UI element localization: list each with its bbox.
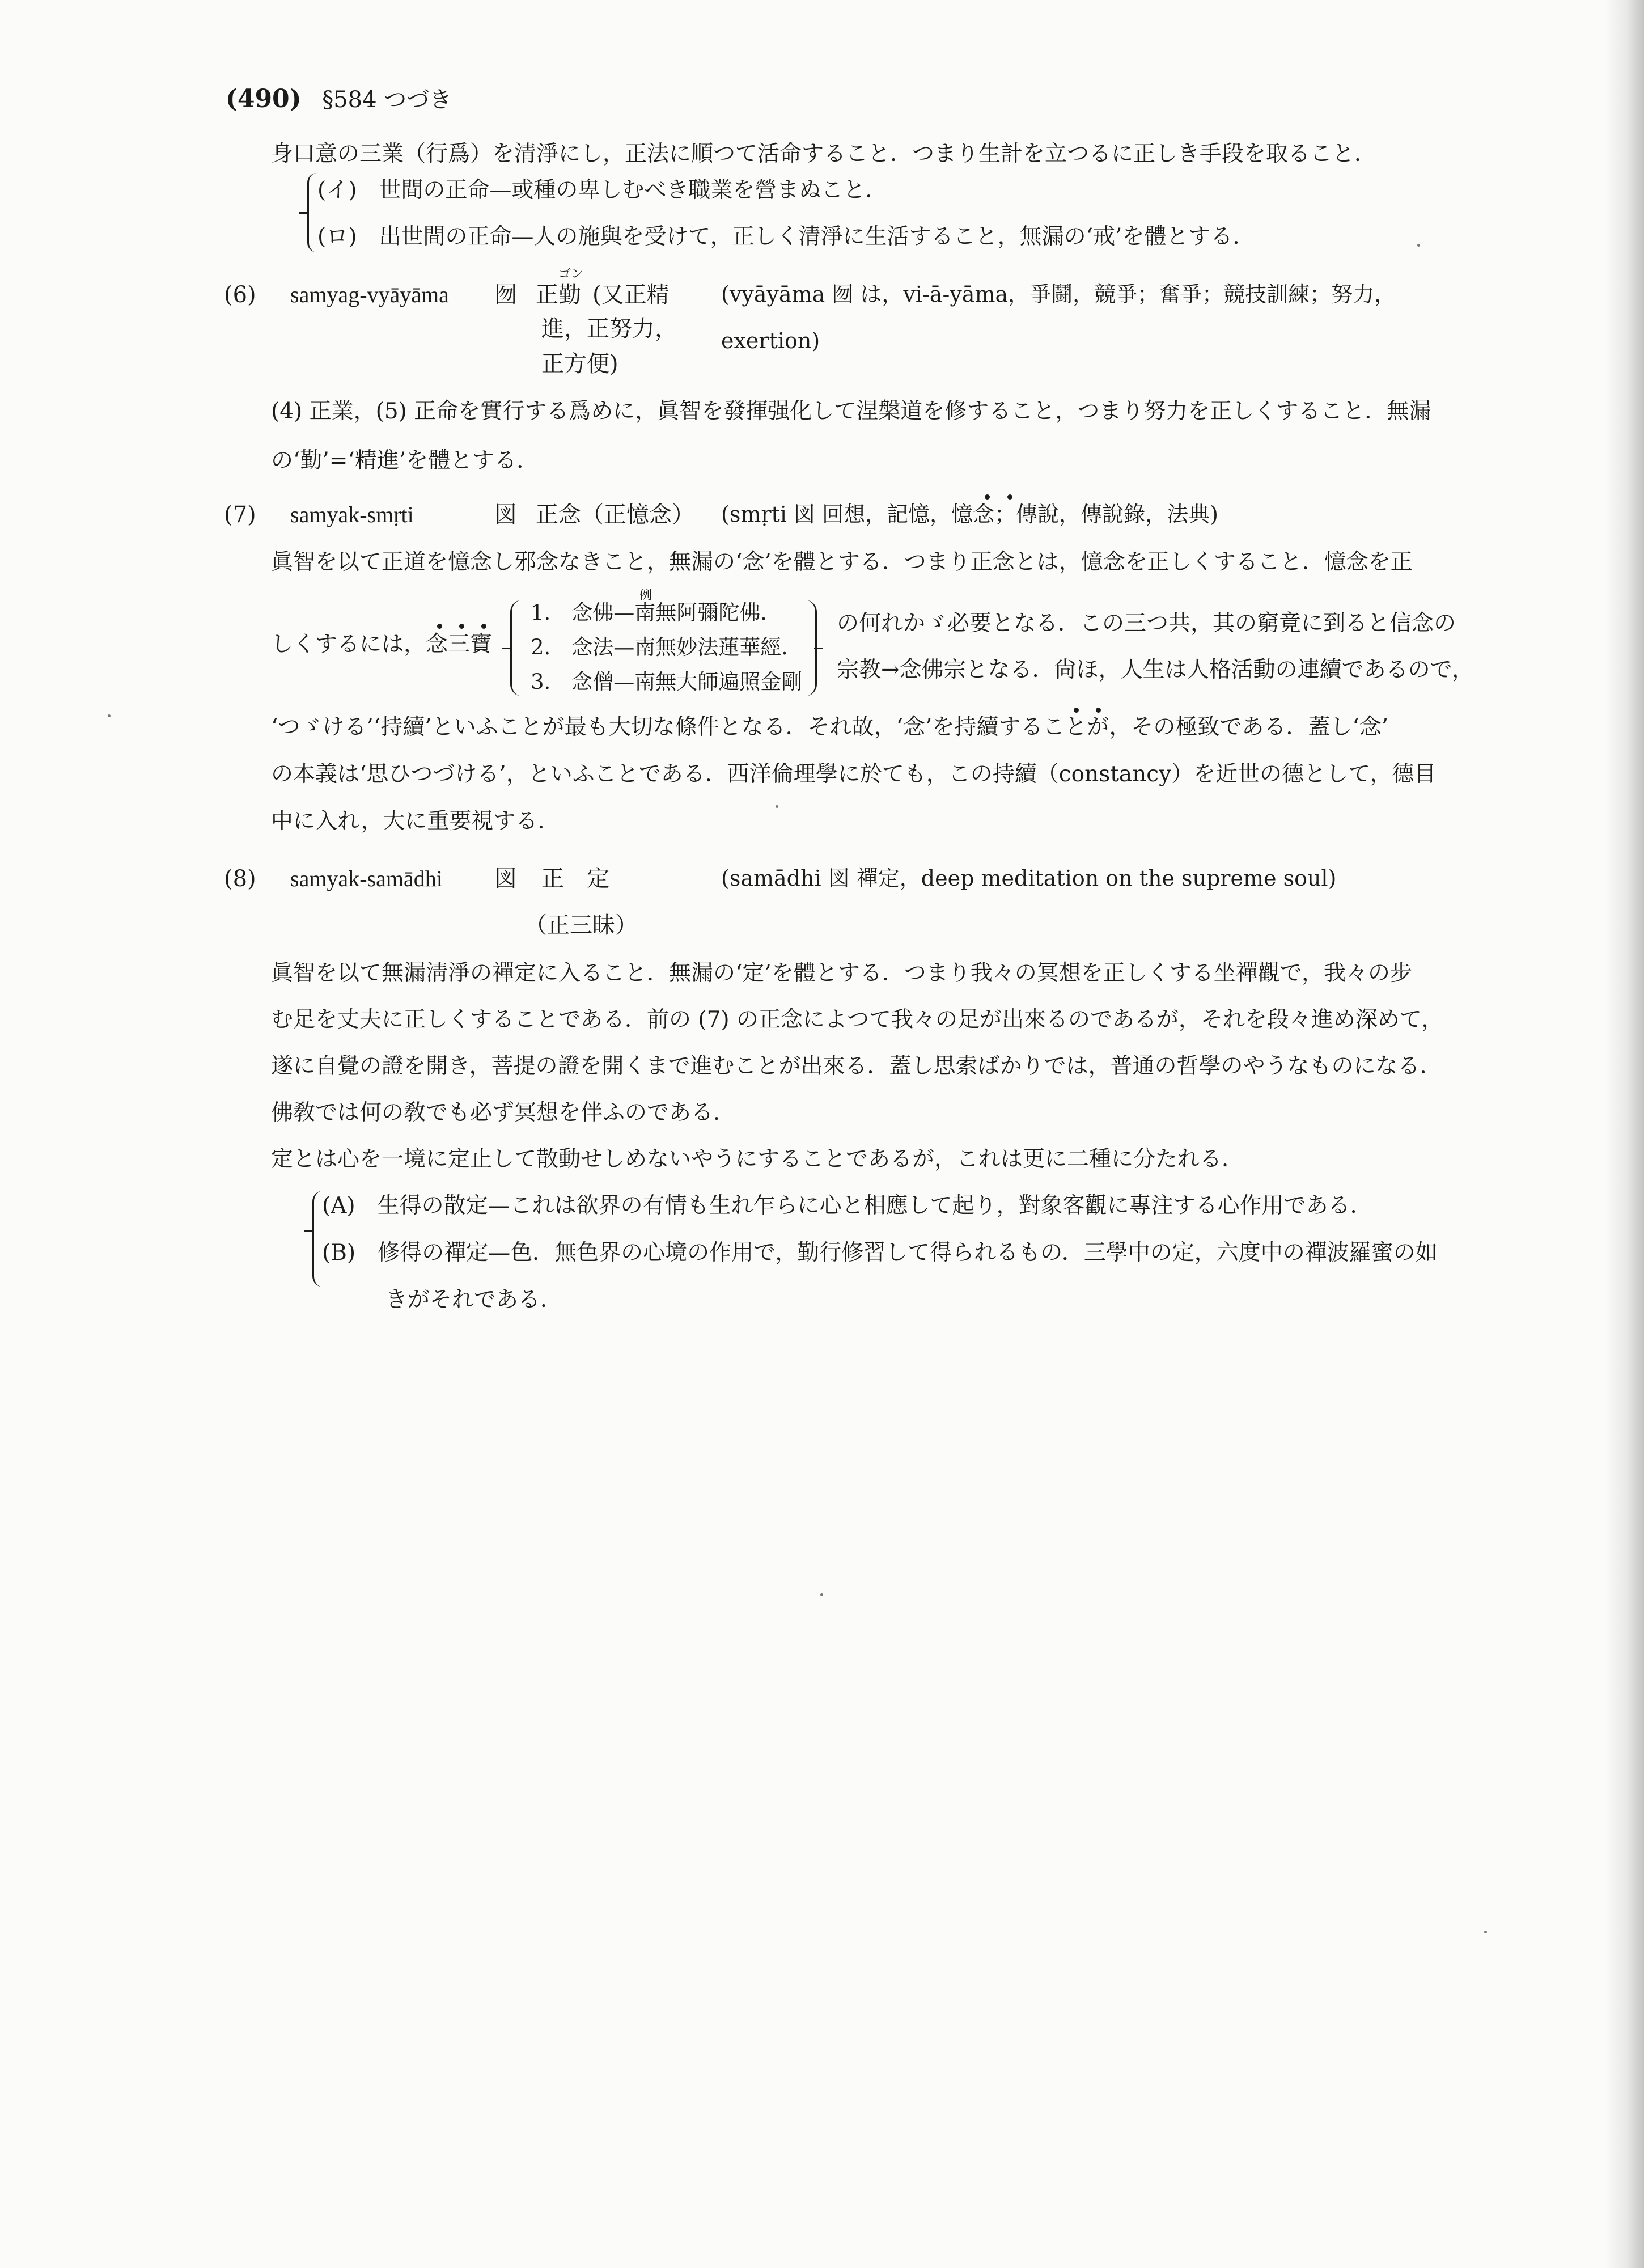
s7-list-item-2: 2. 念法—南無妙法蓮華經． [531, 635, 803, 659]
s6-gloss-1: (vyāyāma 囫 は，vi-ā-yāma，爭鬪，競爭；奮爭；競技訓練；努力， [721, 282, 1396, 307]
s8-item-a: (A) 生得の散定—これは欲界の有情も生れ乍らに心と相應して起り，對象客觀に專注する心作用である． [322, 1193, 1372, 1218]
s7-sanskrit-term: samyak-smṛti [290, 502, 414, 527]
brace-nensanbo-left [510, 600, 522, 696]
s7-list-ruby: 例 [639, 589, 652, 603]
page-number: (490) [226, 84, 302, 113]
s8-body-5: 定とは心を一境に定止して散動せしめないやうにすることであるが，これは更に二種に分たれる． [271, 1146, 1244, 1172]
s8-body-1: 眞智を以て無漏淸淨の禪定に入ること．無漏の‘定’を體とする．つまり我々の冥想を正しくする坐禪觀で，我々の步 [271, 960, 1413, 986]
s7-body-4: 中に入れ，大に重要視する． [271, 809, 560, 834]
s6-gloss-2: exertion) [721, 328, 820, 353]
emphasis-dot [481, 624, 486, 629]
scan-speck [820, 1593, 823, 1596]
s7-post-1: の何れかゞ必要となる．この三つ共，其の窮竟に到ると信念の [837, 611, 1456, 636]
scan-speck [1484, 1931, 1487, 1933]
s7-list-item-1: 1. 念佛—南無阿彌陀佛． [531, 600, 782, 625]
s6-sanskrit-term: samyag-vyāyāma [290, 282, 449, 307]
emphasis-dot [1074, 708, 1079, 713]
emphasis-dot [1007, 494, 1012, 500]
s8-sanskrit-term: samyak-samādhi [290, 866, 443, 891]
scan-speck [1417, 244, 1420, 247]
s7-post-2: 宗教→念佛宗となる．尙ほ，人生は人格活動の連續であるので， [837, 657, 1474, 683]
scan-page-edge-shadow [1604, 0, 1644, 2268]
brace-two-kinds-tip [304, 1230, 313, 1232]
s8-gloss: (samādhi 図 禪定，deep meditation on the supreme soul) [721, 866, 1337, 891]
s6-body-1: (4) 正業，(5) 正命を實行する爲めに，眞智を發揮强化して涅槃道を修すること，つまり努力を正しくすること．無漏 [271, 399, 1431, 424]
page-header [226, 84, 452, 113]
s8-tag: 図 [494, 866, 517, 892]
s8-body-3: 遂に自覺の證を開き，菩提の證を開くまで進むことが出來る．蓋し思索ばかりでは，普通の哲學のやうなものになる． [271, 1053, 1442, 1079]
intro-item-i: (イ) 世間の正命—或種の卑しむべき職業を營まぬこと． [317, 177, 888, 203]
s7-body-2: ‘つゞける’‘持續’といふことが最も大切な條件となる．それ故，‘念’を持續することが，その極致である．蓋し‘念’ [271, 714, 1389, 740]
emphasis-dot [437, 624, 442, 629]
s6-alt-2: 進，正努力， [541, 316, 677, 342]
s7-body-3: の本義は‘思ひつづける’，といふことである．西洋倫理學に於ても，この持續（constancy）を近世の德として，德目 [271, 761, 1437, 787]
s6-heading: 正勤 [536, 282, 581, 308]
brace-intro [307, 173, 317, 252]
s7-gloss: (smṛti 図 回想，記憶，憶念；傳說，傳說錄，法典) [721, 502, 1218, 527]
s8-heading: 正 定 [541, 866, 609, 892]
brace-left-tip [502, 648, 511, 649]
s8-alt: （正三昧） [524, 912, 638, 938]
s8-item-b-2: きがそれである． [385, 1287, 563, 1313]
s8-body-2: む足を丈夫に正しくすることである．前の (7) の正念によつて我々の足が出來るのであるが，それを段々進め深めて， [271, 1007, 1444, 1033]
s7-heading: 正念（正憶念） [536, 502, 694, 528]
s6-alt-1: (又正精 [592, 282, 670, 308]
s8-number: (8) [224, 866, 256, 892]
brace-intro-tip [299, 212, 308, 214]
intro-line: 身口意の三業（行爲）を清淨にし，正法に順つて活命すること．つまり生計を立つるに正しき手段を取ること． [271, 141, 1377, 167]
s8-item-b-1: (B) 修得の禪定—色．無色界の心境の作用で，勤行修習して得られるもの．三學中の定，六度中の禪波羅蜜の如 [322, 1240, 1438, 1266]
s6-number: (6) [224, 282, 256, 308]
scan-speck [108, 714, 111, 717]
emphasis-dot [1096, 708, 1101, 713]
section-ref: §584 つづき [322, 87, 452, 113]
s6-alt-3: 正方便) [541, 351, 618, 377]
s8-body-4: 佛敎では何の敎でも必ず冥想を伴ふのである． [271, 1100, 736, 1125]
emphasis-dot [985, 494, 990, 500]
s7-tag: 図 [494, 502, 517, 528]
intro-item-ro: (ロ) 出世間の正命—人の施與を受けて，正しく清淨に生活すること，無漏の‘戒’を體とする． [317, 224, 1255, 249]
s6-tag: 囫 [494, 282, 517, 308]
s7-pre: しくするには，念三寶 [271, 632, 493, 657]
brace-right-tip [814, 648, 823, 649]
emphasis-dot [459, 624, 464, 629]
s6-ruby: ゴン [558, 267, 584, 281]
s6-body-2: の‘勤’=‘精進’を體とする． [271, 448, 539, 473]
s7-body-1: 眞智を以て正道を憶念し邪念なきこと，無漏の‘念’を體とする．つまり正念とは，憶念を正しくすること．憶念を正 [271, 549, 1413, 575]
s7-number: (7) [224, 502, 256, 528]
scan-speck [776, 805, 778, 808]
s7-list-item-3: 3. 念僧—南無大師遍照金剛 [531, 670, 803, 694]
